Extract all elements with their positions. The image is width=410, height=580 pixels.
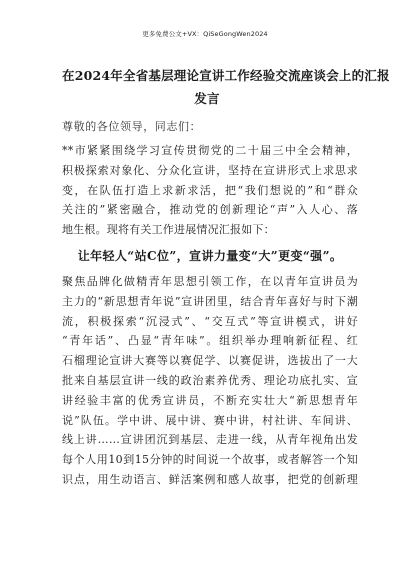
title-line: 在2024年全省基层理论宣讲工作经验交流座谈会上的汇报 xyxy=(62,68,390,83)
paragraph-line: 积极探索对象化、分众化宣讲，坚持在宣讲形式上求思求 xyxy=(62,163,358,177)
title-line: 发言 xyxy=(194,91,220,106)
paragraph-line: 讲经验丰富的优秀宣讲员，不断充实壮大“新思想青年 xyxy=(62,393,358,407)
paragraph-line: **市紧紧围绕学习宣传贯彻党的二十届三中全会精神， xyxy=(62,144,358,157)
paragraph-line: 流，积极探索“沉浸式”、“交互式”等宣讲模式，讲好 xyxy=(62,314,358,328)
paragraph-line: 主力的“新思想青年说”宣讲团里，结合青年喜好与时下潮 xyxy=(62,294,358,308)
paragraph-line: 关注的”紧密融合，推动党的创新理论“声”入人心、落 xyxy=(62,203,358,217)
salutation: 尊敬的各位领导，同志们： xyxy=(62,120,202,133)
paragraph-line: 石榴理论宣讲大赛等以赛促学、以赛促讲，选拔出了一大 xyxy=(62,354,358,368)
intro-paragraph xyxy=(62,141,358,240)
paragraph-line: 批来自基层宣讲一线的政治素养优秀、理论功底扎实、宣 xyxy=(62,373,358,387)
paragraph-line: “青年话”、凸显“青年味”。组织举办理响新征程、红 xyxy=(62,334,358,348)
paragraph-line: 说”队伍。学中讲、展中讲、赛中讲，村社讲、车间讲、 xyxy=(62,413,358,427)
paragraph-line: 地生根。现将有关工作进展情况汇报如下： xyxy=(62,223,275,237)
paragraph-line: 识点，用生动语言、鲜活案例和感人故事，把党的创新理 xyxy=(62,472,358,486)
header-note: 更多免费公文+VX：QiSeGongWen2024 xyxy=(142,30,268,38)
paragraph-line: 线上讲……宣讲团沉到基层、走进一线，从青年视角出发 xyxy=(62,433,358,447)
paragraph-line: 聚焦品牌化做精青年思想引领工作，在以青年宣讲员为 xyxy=(62,275,358,288)
section-subheading: 让年轻人“站C位”，宣讲力量变“大”更变“强”。 xyxy=(77,249,343,263)
paragraph-line: 变，在队伍打造上求新求活，把“我们想说的”和“群众 xyxy=(62,183,358,197)
paragraph-line: 每个人用10到15分钟的时间说一个故事，或者解答一个知 xyxy=(62,453,358,467)
document-title xyxy=(62,64,390,110)
body-paragraph xyxy=(62,272,358,490)
